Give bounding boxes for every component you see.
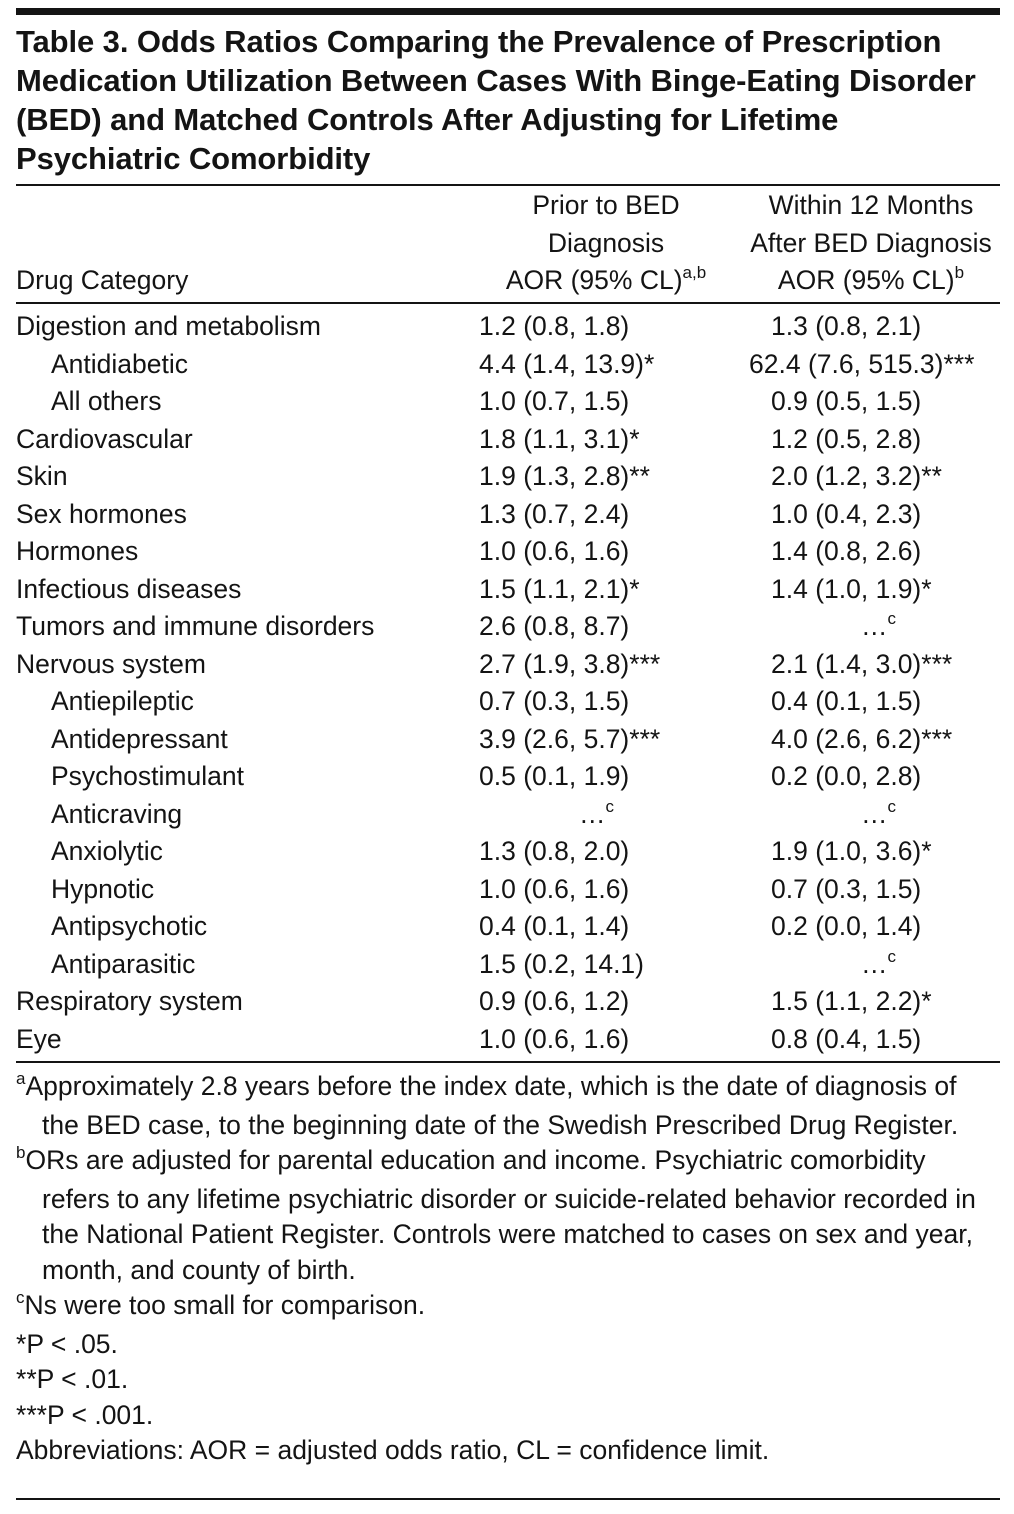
drug-category-cell: Tumors and immune disorders [16, 611, 375, 641]
table-row [16, 983, 1000, 1021]
within-aor-cell-value: 0.4 (0.1, 1.5) [771, 686, 922, 716]
prior-aor-cell-value: 1.3 (0.7, 2.4) [479, 498, 630, 529]
drug-category-cell: All others [51, 386, 162, 416]
prior-aor-cell [479, 683, 629, 721]
drug-category-cell: Infectious diseases [16, 573, 242, 604]
prior-aor-cell-value: 0.7 (0.3, 1.5) [479, 686, 630, 716]
drug-category-cell: Digestion and metabolism [16, 311, 321, 341]
within-aor-cell [861, 946, 896, 984]
drug-category-cell: Antidepressant [51, 723, 228, 754]
footnote-p05: *P < .05. [16, 1328, 118, 1359]
table-row [16, 871, 1000, 909]
prior-aor-cell-value: 1.8 (1.1, 3.1)* [479, 423, 640, 454]
table-row [16, 608, 1000, 646]
within-aor-cell [771, 983, 932, 1021]
within-aor-cell-value: 0.9 (0.5, 1.5) [771, 386, 922, 416]
within-aor-cell-value: 0.2 (0.0, 2.8) [771, 761, 922, 791]
prior-aor-cell [479, 458, 650, 496]
within-aor-cell-value: 0.8 (0.4, 1.5) [771, 1023, 922, 1054]
within-aor-cell [771, 683, 921, 721]
within-aor-cell [771, 908, 921, 946]
table-row [16, 758, 1000, 796]
footnote-b-text: ORs are adjusted for parental education and income. Psychiatric comorbidity refers to any lifetime psychiatric disorder or suicide-related behavior recorded in the National Patient Register. Controls were matched to cases on sex and year, month, and county of birth. [25, 1145, 976, 1285]
drug-category-cell: Anxiolytic [51, 836, 163, 866]
table-row [16, 571, 1000, 609]
within-aor-cell-value: … [861, 611, 888, 641]
within-aor-cell-value: 0.7 (0.3, 1.5) [771, 873, 922, 904]
prior-aor-cell-value: 1.5 (1.1, 2.1)* [479, 573, 640, 604]
header-prior-aor: AOR (95% CL) [505, 265, 683, 295]
within-aor-cell [771, 308, 921, 346]
drug-category-cell: Eye [16, 1023, 62, 1054]
prior-aor-cell [479, 571, 640, 609]
within-aor-cell-value: 1.4 (1.0, 1.9)* [771, 573, 932, 604]
header-within-line3 [716, 262, 1014, 300]
table-row [16, 908, 1000, 946]
prior-aor-cell-value: 2.6 (0.8, 8.7) [479, 611, 630, 641]
footnote-b [16, 1143, 1000, 1288]
header-bottom-rule [16, 302, 1000, 304]
prior-aor-cell-footnote-mark: c [605, 796, 614, 816]
footnote-c [16, 1288, 1000, 1327]
bottom-rule [16, 1498, 1000, 1500]
within-aor-cell-value: 1.0 (0.4, 2.3) [771, 498, 922, 529]
table-row [16, 421, 1000, 459]
prior-aor-cell [479, 1021, 629, 1059]
drug-category-cell: Anticraving [51, 798, 183, 829]
table-bottom-rule [16, 1061, 1000, 1063]
footnote-c-text: Ns were too small for comparison. [24, 1290, 426, 1320]
drug-category-cell: Psychostimulant [51, 761, 244, 791]
table-row [16, 683, 1000, 721]
within-aor-cell [771, 383, 921, 421]
drug-category-cell: Respiratory system [16, 986, 243, 1016]
within-aor-cell [771, 571, 932, 609]
within-aor-cell-value: 4.0 (2.6, 6.2)*** [771, 723, 953, 754]
prior-aor-cell-value: 4.4 (1.4, 13.9)* [479, 348, 655, 379]
table-row [16, 721, 1000, 759]
drug-category-cell: Antidiabetic [51, 348, 189, 379]
drug-category-cell: Hormones [16, 536, 139, 566]
table-row [16, 383, 1000, 421]
table-row [16, 1021, 1000, 1059]
prior-aor-cell-value: 0.4 (0.1, 1.4) [479, 911, 630, 941]
within-aor-cell-footnote-mark: c [887, 946, 896, 966]
footnote-a [16, 1069, 1000, 1143]
within-aor-cell [771, 421, 921, 459]
within-aor-cell [771, 721, 952, 759]
prior-aor-cell [479, 758, 629, 796]
prior-aor-cell [479, 983, 629, 1021]
within-aor-cell-value: 0.2 (0.0, 1.4) [771, 911, 922, 941]
within-aor-cell-value: 1.3 (0.8, 2.1) [771, 311, 922, 341]
within-aor-cell [771, 533, 921, 571]
prior-aor-cell-value: 1.3 (0.8, 2.0) [479, 836, 630, 866]
within-aor-cell-value: 2.1 (1.4, 3.0)*** [771, 648, 953, 679]
prior-aor-cell-value: 0.9 (0.6, 1.2) [479, 986, 630, 1016]
within-aor-cell-footnote-mark: c [887, 796, 896, 816]
drug-category-cell: Antiepileptic [51, 686, 194, 716]
table-row [16, 496, 1000, 534]
table-row [16, 796, 1000, 834]
within-aor-cell-value: 1.4 (0.8, 2.6) [771, 536, 922, 566]
prior-aor-cell [479, 608, 629, 646]
prior-aor-cell [479, 308, 629, 346]
table-row [16, 458, 1000, 496]
header-within-line1: Within 12 Months [768, 190, 974, 220]
drug-category-cell: Antipsychotic [51, 911, 208, 941]
footnotes [16, 1069, 1000, 1469]
footnote-b-mark: b [16, 1143, 26, 1162]
prior-aor-cell-value: 1.2 (0.8, 1.8) [479, 311, 630, 341]
table-row [16, 946, 1000, 984]
header-prior-line2: Diagnosis [547, 227, 665, 258]
prior-aor-cell [479, 946, 644, 984]
prior-aor-cell-value: 2.7 (1.9, 3.8)*** [479, 648, 661, 679]
prior-aor-cell [479, 871, 629, 909]
within-aor-cell-value: … [861, 798, 888, 829]
prior-aor-cell-value: 1.0 (0.6, 1.6) [479, 536, 630, 566]
header-within-sup: b [954, 263, 965, 282]
header-top-rule [16, 184, 1000, 186]
within-aor-cell [771, 1021, 921, 1059]
prior-aor-cell [479, 383, 629, 421]
within-aor-cell-value: 62.4 (7.6, 515.3)*** [749, 348, 975, 379]
drug-category-cell: Nervous system [16, 648, 206, 679]
prior-aor-cell-value: 1.0 (0.7, 1.5) [479, 386, 630, 416]
header-within-column [716, 187, 1014, 300]
prior-aor-cell [479, 908, 629, 946]
table-row [16, 346, 1000, 384]
within-aor-cell [861, 796, 896, 834]
table-title: Table 3. Odds Ratios Comparing the Prevalence of Prescription Medication Utilization Between Cases With Binge-Eating Disorder (BED) and Matched Controls After Adjusting for Lifetime Psychiatric Comorbidity [16, 24, 976, 176]
within-aor-cell [771, 758, 921, 796]
prior-aor-cell [479, 496, 629, 534]
footnote-a-mark: a [16, 1069, 26, 1088]
table-row [16, 308, 1000, 346]
within-aor-cell [771, 646, 952, 684]
prior-aor-cell-value: 1.9 (1.3, 2.8)** [479, 461, 650, 491]
within-aor-cell-value: … [861, 948, 888, 979]
within-aor-cell-value: 2.0 (1.2, 3.2)** [771, 461, 942, 491]
drug-category-cell: Antiparasitic [51, 948, 196, 979]
within-aor-cell-footnote-mark: c [887, 609, 896, 628]
header-within-line2: After BED Diagnosis [750, 227, 992, 258]
header-within-aor: AOR (95% CL) [777, 265, 955, 295]
within-aor-cell-value: 1.2 (0.5, 2.8) [771, 423, 922, 454]
prior-aor-cell-value: 1.0 (0.6, 1.6) [479, 1023, 630, 1054]
within-aor-cell [771, 833, 932, 871]
header-drug-category: Drug Category [16, 265, 189, 295]
footnote-c-mark: c [16, 1288, 25, 1307]
prior-aor-cell [479, 646, 660, 684]
drug-category-cell: Skin [16, 461, 68, 491]
prior-aor-cell-value: 0.5 (0.1, 1.9) [479, 761, 630, 791]
prior-aor-cell-value: 1.5 (0.2, 14.1) [479, 948, 644, 979]
prior-aor-cell [579, 796, 614, 834]
footnote-p001: ***P < .001. [16, 1399, 154, 1430]
top-rule [16, 8, 1000, 15]
header-prior-line1: Prior to BED [532, 190, 680, 220]
prior-aor-cell [479, 833, 629, 871]
within-aor-cell-value: 1.9 (1.0, 3.6)* [771, 836, 932, 866]
within-aor-cell [861, 608, 896, 646]
within-aor-cell [771, 496, 921, 534]
table-row [16, 646, 1000, 684]
drug-category-cell: Hypnotic [51, 873, 155, 904]
prior-aor-cell [479, 346, 654, 384]
footnote-a-text: Approximately 2.8 years before the index date, which is the date of diagnosis of the BED case, to the beginning date of the Swedish Prescribed Drug Register. [25, 1071, 959, 1140]
prior-aor-cell-value: … [579, 798, 606, 829]
drug-category-cell: Cardiovascular [16, 423, 193, 454]
prior-aor-cell-value: 3.9 (2.6, 5.7)*** [479, 723, 661, 754]
prior-aor-cell [479, 533, 629, 571]
header-prior-sup: a,b [682, 263, 707, 282]
footnote-abbreviations: Abbreviations: AOR = adjusted odds ratio, CL = confidence limit. [16, 1435, 770, 1465]
table-row [16, 833, 1000, 871]
within-aor-cell [771, 458, 942, 496]
drug-category-cell: Sex hormones [16, 498, 187, 529]
within-aor-cell [749, 346, 974, 384]
prior-aor-cell-value: 1.0 (0.6, 1.6) [479, 873, 630, 904]
within-aor-cell [771, 871, 921, 909]
table-row [16, 533, 1000, 571]
footnote-p01: **P < .01. [16, 1364, 129, 1394]
within-aor-cell-value: 1.5 (1.1, 2.2)* [771, 986, 932, 1016]
prior-aor-cell [479, 721, 660, 759]
prior-aor-cell [479, 421, 640, 459]
